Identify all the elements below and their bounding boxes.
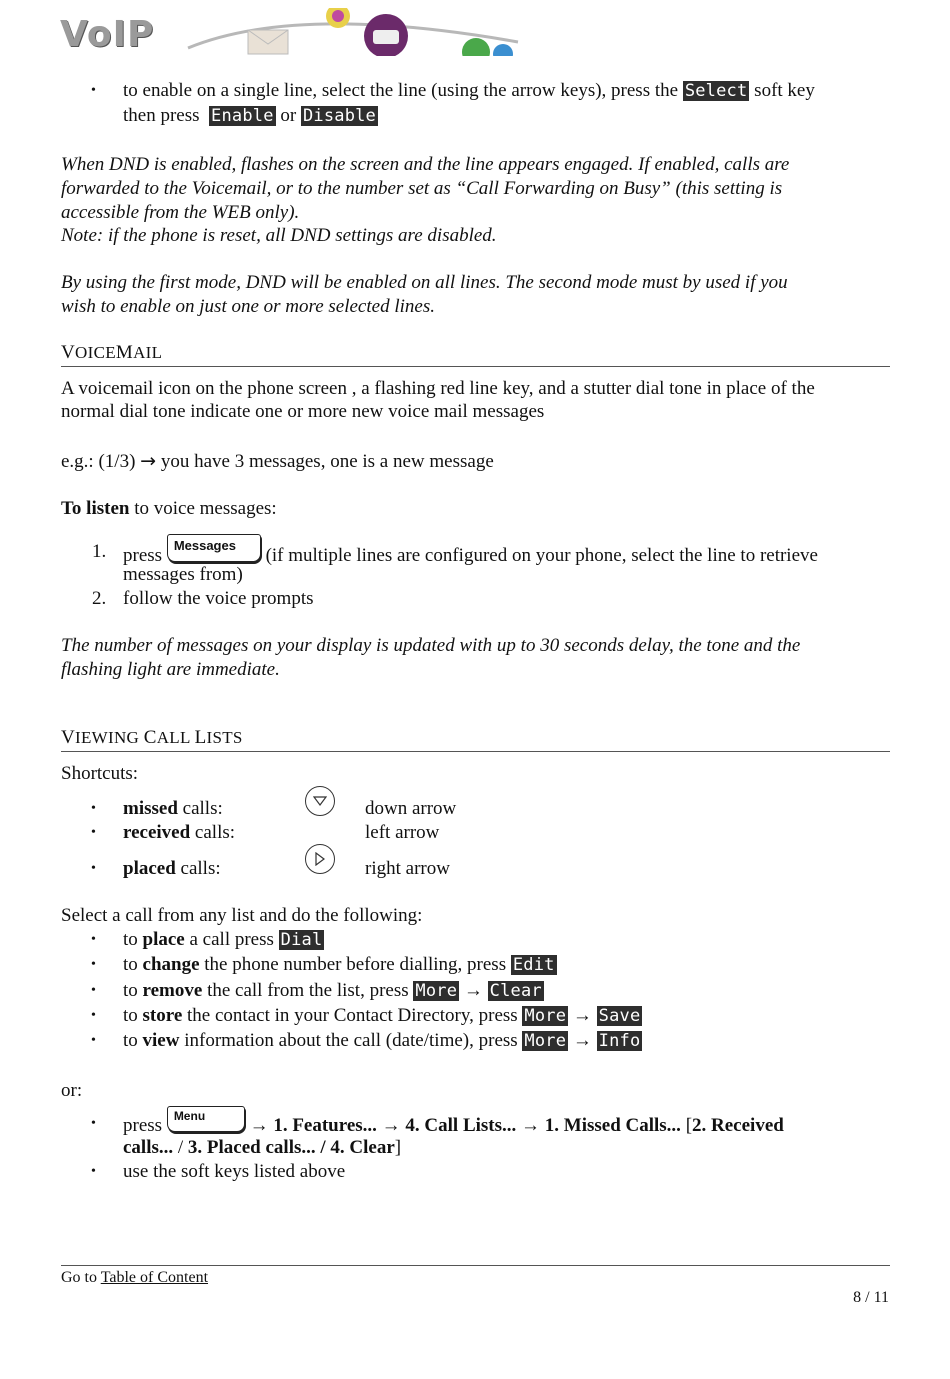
arrow-icon: → — [140, 450, 157, 472]
down-arrow-icon — [305, 786, 335, 816]
top-bullet-line2 — [123, 104, 378, 128]
bullet-dot: • — [91, 83, 96, 98]
step-number: 2. — [92, 588, 107, 609]
voicemail-heading: VOICEMAIL — [61, 342, 163, 363]
voicemail-example: e.g.: (1/3) → you have 3 messages, one is a new message — [61, 450, 494, 472]
select-softkey: Select — [684, 81, 748, 101]
voicemail-note-line: flashing light are immediate. — [61, 659, 280, 680]
shortcut-placed: placed calls: — [123, 858, 221, 879]
action-place: to place a call press Dial — [123, 929, 323, 950]
top-bullet-line1 — [123, 79, 815, 103]
enable-softkey: Enable — [211, 106, 274, 126]
voicemail-para-line: A voicemail icon on the phone screen , a flashing red line key, and a stutter dial tone in place of the — [61, 378, 815, 399]
text: soft key — [754, 80, 815, 101]
section-divider — [61, 751, 890, 752]
action-change: to change the phone number before dialling, press Edit — [123, 954, 555, 975]
call-lists-heading: VIEWING CALL LISTS — [61, 727, 243, 748]
dnd-note-line: wish to enable on just one or more selected lines. — [61, 296, 435, 317]
footer-divider — [61, 1265, 890, 1266]
listen-step-1-cont: messages from) — [123, 564, 243, 585]
more-softkey: More — [415, 981, 458, 1001]
logo-text: VoIP — [60, 14, 155, 55]
section-divider — [61, 366, 890, 367]
text: or — [280, 105, 297, 126]
disable-softkey: Disable — [302, 106, 376, 126]
logo-graphic — [178, 8, 538, 56]
clear-softkey: Clear — [489, 981, 542, 1001]
shortcut-desc: down arrow — [365, 798, 457, 819]
or-label: or: — [61, 1080, 83, 1101]
page-number: 8 / 11 — [853, 1289, 889, 1306]
bullet-dot: • — [91, 932, 96, 947]
shortcut-missed: missed calls: — [123, 798, 223, 819]
right-arrow-icon — [305, 844, 335, 874]
more-softkey: More — [524, 1031, 567, 1051]
voicemail-para-line: normal dial tone indicate one or more new voice mail messages — [61, 401, 545, 422]
messages-key-icon: Messages — [167, 534, 261, 562]
menu-path-line2: calls... / 3. Placed calls... / 4. Clear] — [123, 1137, 402, 1158]
select-intro: Select a call from any list and do the following: — [61, 905, 423, 926]
listen-step-1: press Messages (if multiple lines are configured on your phone, select the line to retrieve — [123, 540, 818, 568]
bullet-dot: • — [91, 957, 96, 972]
dnd-note-line: By using the first mode, DND will be enabled on all lines. The second mode must by used if you — [61, 272, 788, 293]
shortcut-received: received calls: — [123, 822, 236, 843]
voicemail-note-line: The number of messages on your display is updated with up to 30 seconds delay, the tone and the — [61, 635, 801, 656]
text: Go to — [61, 1269, 97, 1286]
softkeys-note: use the soft keys listed above — [123, 1161, 346, 1182]
shortcuts-label: Shortcuts: — [61, 763, 139, 784]
save-softkey: Save — [598, 1006, 641, 1026]
bullet-dot: • — [91, 825, 96, 840]
text: to enable on a single line, select the line (using the arrow keys), press the — [123, 80, 679, 101]
shortcut-desc: right arrow — [365, 858, 450, 879]
text: then press — [123, 105, 200, 126]
table-of-content-link[interactable]: Table of Content — [100, 1269, 209, 1286]
bullet-dot: • — [91, 1008, 96, 1023]
dial-softkey: Dial — [280, 930, 323, 950]
bullet-dot: • — [91, 1164, 96, 1179]
dnd-note-line: When DND is enabled, flashes on the screen and the line appears engaged. If enabled, calls are — [61, 154, 790, 175]
dnd-note-line: forwarded to the Voicemail, or to the number set as “Call Forwarding on Busy” (this setting is — [61, 178, 783, 199]
action-view: to view information about the call (date/time), press More → Info — [123, 1030, 641, 1051]
info-softkey: Info — [598, 1031, 641, 1051]
bullet-dot: • — [91, 801, 96, 816]
shortcut-desc: left arrow — [365, 822, 440, 843]
menu-key-icon: Menu — [167, 1106, 245, 1132]
bullet-dot: • — [91, 983, 96, 998]
action-remove: to remove the call from the list, press More → Clear — [123, 980, 542, 1001]
menu-path-line1: press Menu → 1. Features... → 4. Call Lists... → 1. Missed Calls... [2. Received — [123, 1112, 784, 1138]
bullet-dot: • — [91, 1116, 96, 1131]
dnd-note-line: Note: if the phone is reset, all DND settings are disabled. — [61, 225, 497, 246]
edit-softkey: Edit — [512, 955, 555, 975]
listen-step-2: follow the voice prompts — [123, 588, 314, 609]
bullet-dot: • — [91, 1033, 96, 1048]
header-logo — [58, 8, 538, 56]
dnd-note-line: accessible from the WEB only). — [61, 202, 300, 223]
action-store: to store the contact in your Contact Directory, press More → Save — [123, 1005, 641, 1026]
listen-intro: To listen to voice messages: — [61, 498, 277, 519]
step-number: 1. — [92, 541, 107, 562]
more-softkey: More — [524, 1006, 567, 1026]
footer-nav — [61, 1269, 208, 1287]
bullet-dot: • — [91, 861, 96, 876]
